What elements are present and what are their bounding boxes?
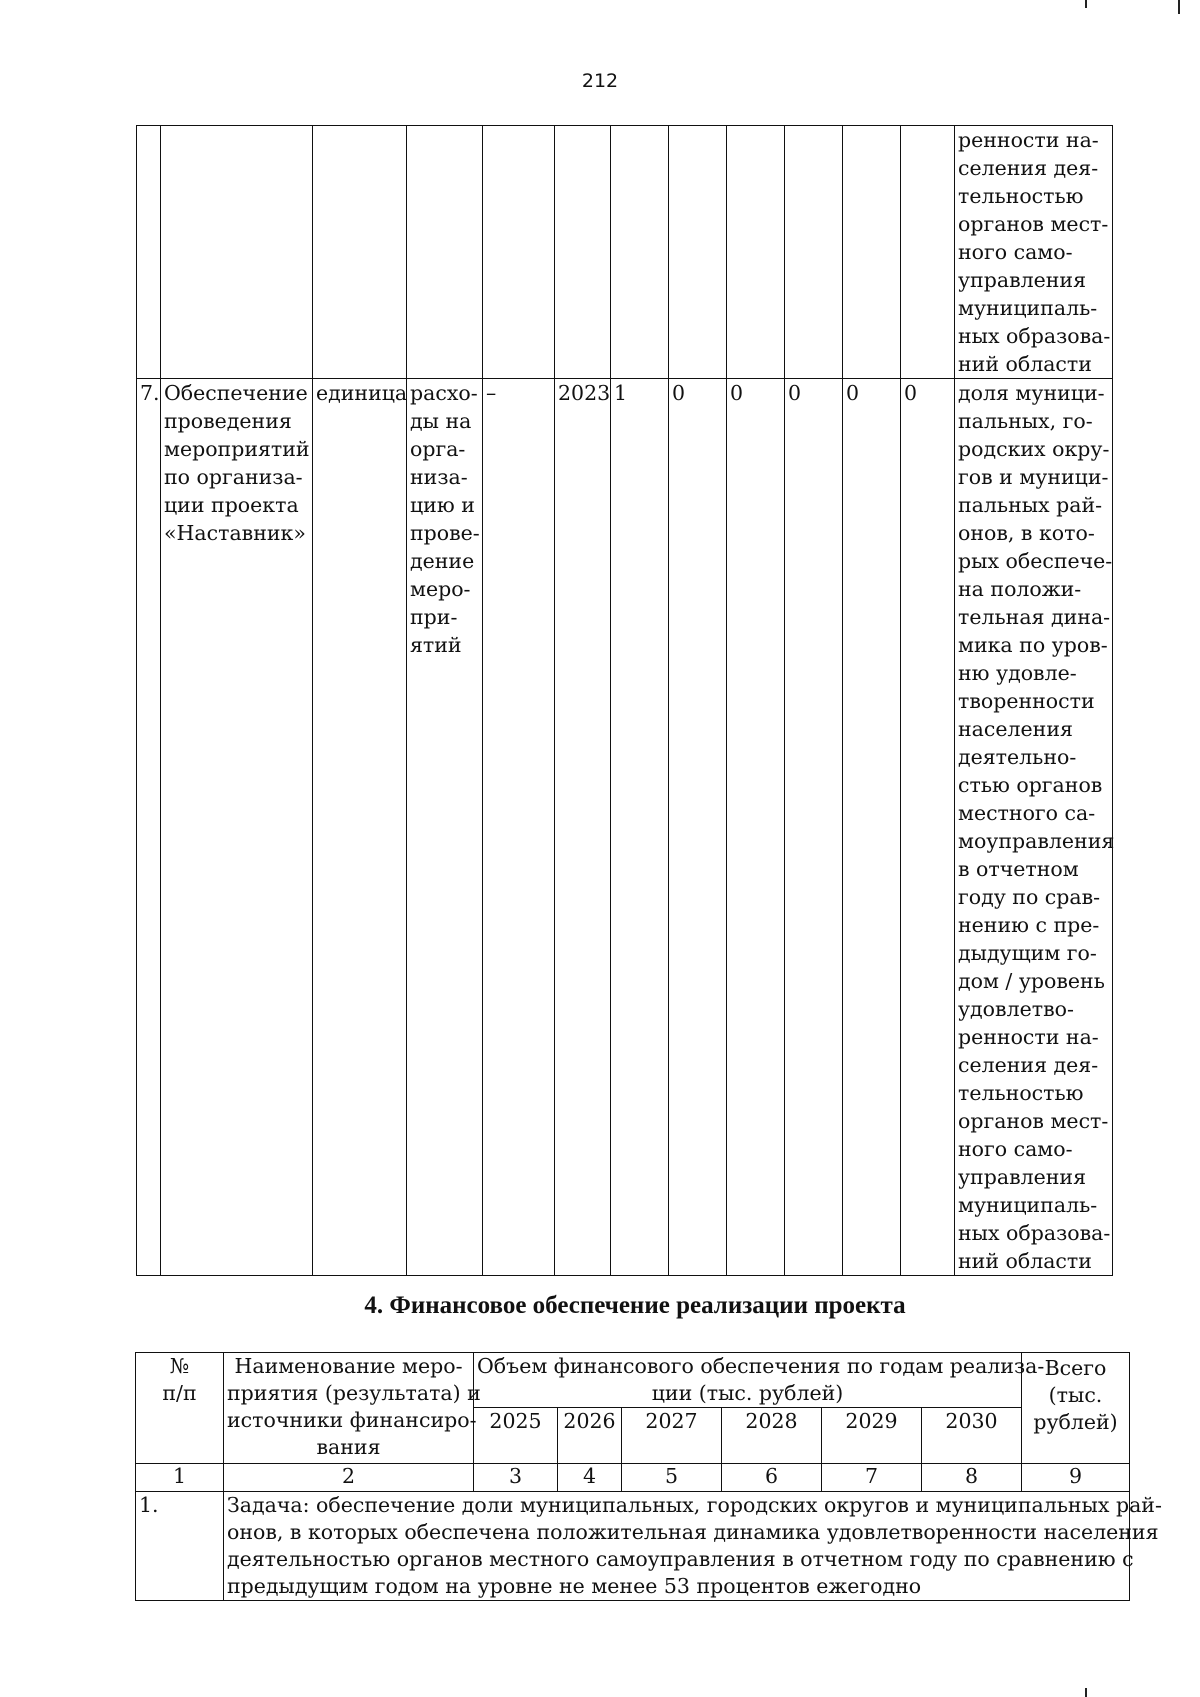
- column-number: 4: [558, 1464, 622, 1492]
- row-number: 7.: [137, 379, 161, 1276]
- year-2027: 2027: [622, 1408, 722, 1464]
- base-year-cell: 2023: [555, 379, 611, 1276]
- column-number: 3: [474, 1464, 558, 1492]
- header-volume: Объем финансового обеспечения по годам реализа- ции (тыс. рублей): [474, 1353, 1022, 1408]
- page-number: 212: [581, 70, 619, 92]
- value-2028-cell: 0: [785, 379, 843, 1276]
- table-row: [137, 379, 1113, 1276]
- continuation-indicator-cell: ренности на- селения дея- тельностью органов мест- ного само- управления муниципаль- ных образова- ний области: [955, 126, 1113, 379]
- column-number: 7: [822, 1464, 922, 1492]
- indicators-table: [136, 125, 1113, 1276]
- task-row: [136, 1492, 1130, 1601]
- column-number: 8: [922, 1464, 1022, 1492]
- section-title: 4. Финансовое обеспечение реализации проекта: [364, 1292, 906, 1319]
- type-cell: расхо- ды на орга- низа- цию и прове- дение меро- при- ятий: [407, 379, 483, 1276]
- value-2029-cell: 0: [843, 379, 901, 1276]
- scan-mark: [1085, 1688, 1087, 1697]
- indicator-cell: доля муници- пальных, го- родских окру- гов и муници- пальных рай- онов, в кото- рых обеспече- на положи- тельная дина- мика по уров- ню удовле- творенности населения деятельно- стью органов местного са- моуправления в отчетном году по срав- нению с пре- дыдущим го- дом / уровень удовлетво- ренности на- селения дея- тельностью органов мест- ного само- управления муниципаль- ных образова- ний области: [955, 379, 1113, 1276]
- base-value-cell: –: [483, 379, 555, 1276]
- year-2025: 2025: [474, 1408, 558, 1464]
- header-total: Всего (тыс. рублей): [1022, 1353, 1130, 1464]
- column-number: 9: [1022, 1464, 1130, 1492]
- column-numbers-row: [136, 1464, 1130, 1492]
- header-row: [136, 1353, 1130, 1408]
- task-num: 1.: [136, 1492, 224, 1601]
- scan-mark: [1178, 0, 1180, 14]
- value-2027-cell: 0: [727, 379, 785, 1276]
- financing-table: [135, 1352, 1162, 1601]
- value-2025-cell: 1: [611, 379, 669, 1276]
- column-number: 6: [722, 1464, 822, 1492]
- value-2026-cell: 0: [669, 379, 727, 1276]
- column-number: 2: [224, 1464, 474, 1492]
- header-num: № п/п: [136, 1353, 224, 1464]
- year-2026: 2026: [558, 1408, 622, 1464]
- column-number: 5: [622, 1464, 722, 1492]
- year-2028: 2028: [722, 1408, 822, 1464]
- continuation-row: [137, 126, 1113, 379]
- year-2030: 2030: [922, 1408, 1022, 1464]
- year-2029: 2029: [822, 1408, 922, 1464]
- scan-mark: [1085, 0, 1087, 8]
- task-text: Задача: обеспечение доли муниципальных, городских округов и муниципальных рай- онов, в которых обеспечена положительная динамика удовлетворенности населения деятельностью органов местного самоуправления в отчетном году по сравнению с предыдущим годом на уровне не менее 53 процентов ежегодно: [224, 1492, 1130, 1601]
- unit-cell: единица: [313, 379, 407, 1276]
- column-number: 1: [136, 1464, 224, 1492]
- result-name-cell: Обеспечение проведения мероприятий по организа- ции проекта «Наставник»: [161, 379, 313, 1276]
- header-name: Наименование меро- приятия (результата) и источники финансиро- вания: [224, 1353, 474, 1464]
- value-2030-cell: 0: [901, 379, 955, 1276]
